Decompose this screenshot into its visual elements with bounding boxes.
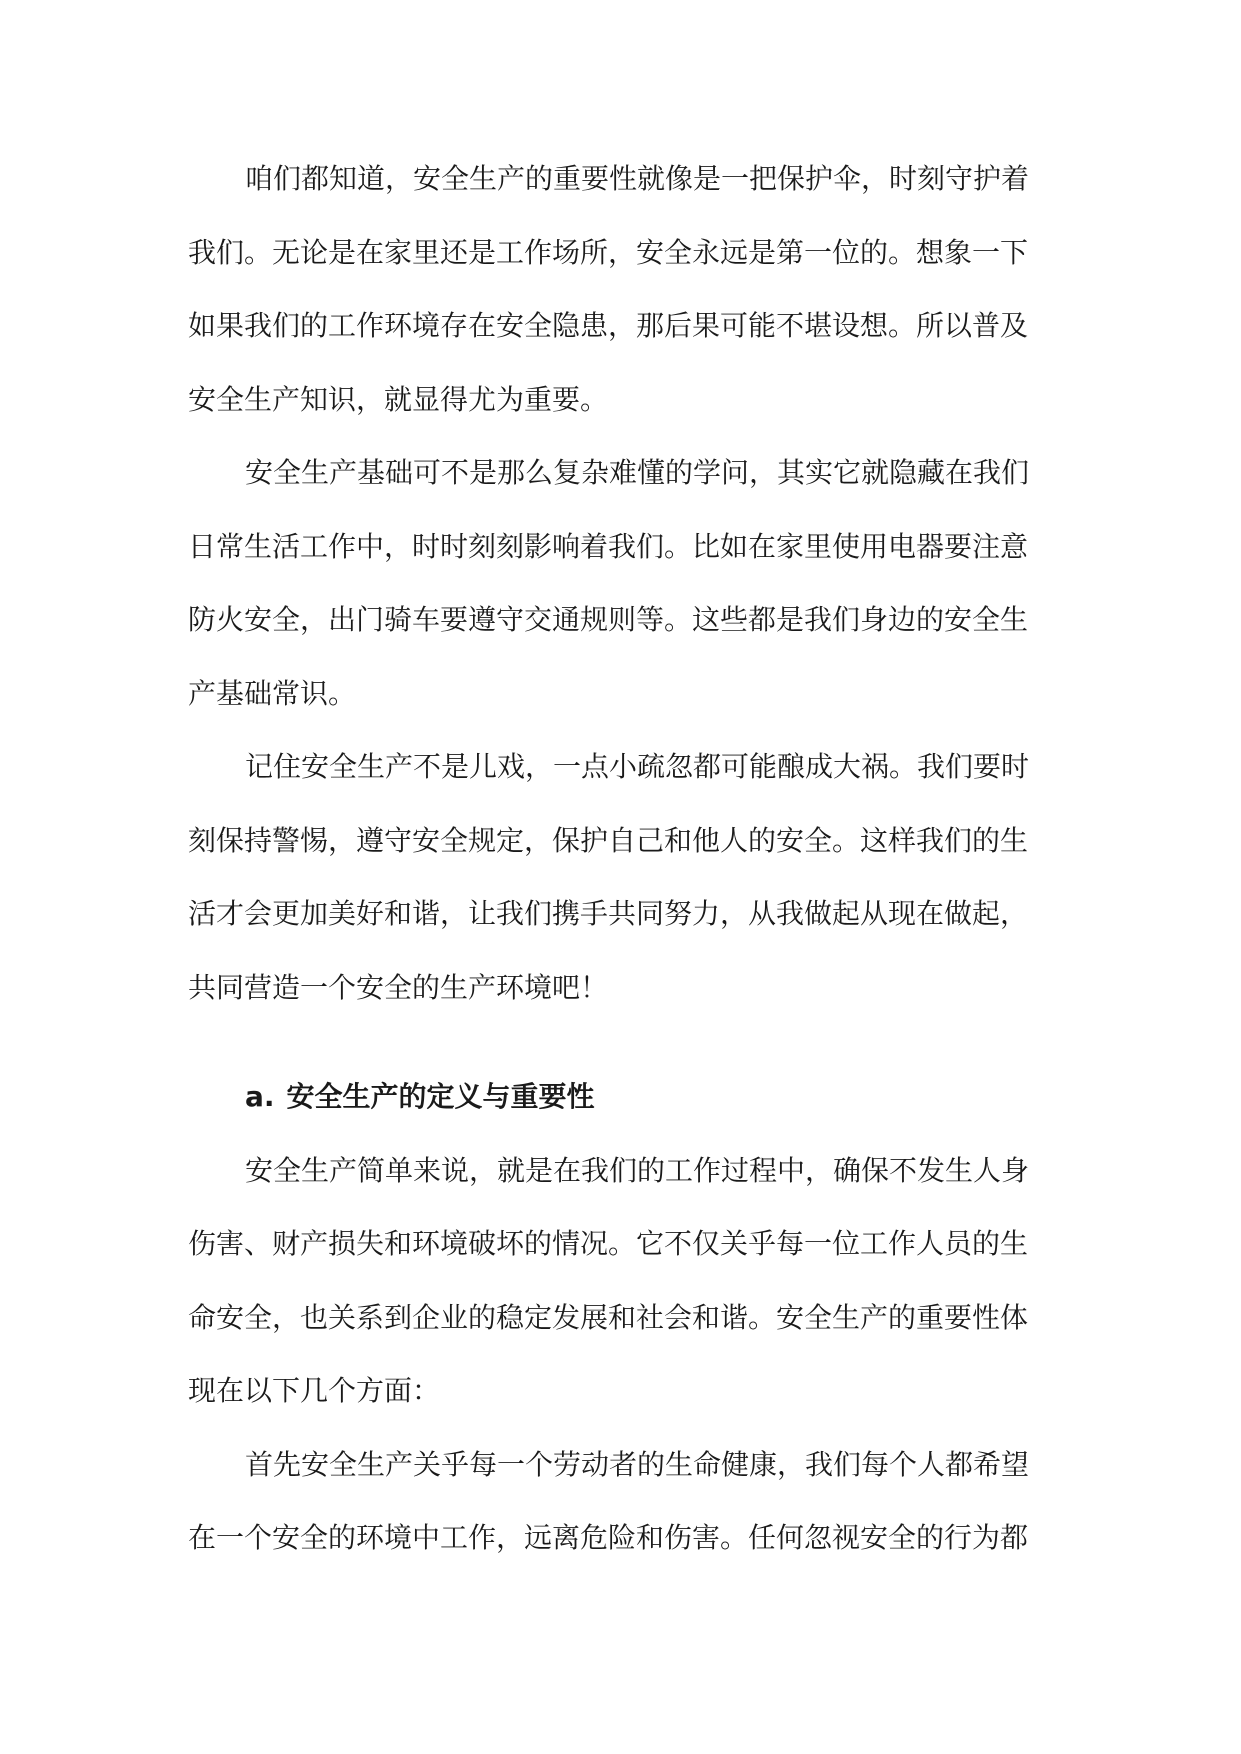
text-line: 记住安全生产不是儿戏，一点小疏忽都可能酿成大祸。我们要时 bbox=[245, 750, 1030, 783]
text-line: 首先安全生产关乎每一个劳动者的生命健康，我们每个人都希望 bbox=[245, 1447, 1030, 1481]
text-line: 伤害、财产损失和环境破坏的情况。它不仅关乎每一位工作人员的生 bbox=[188, 1227, 1029, 1260]
heading-text: 安全生产的定义与重要性 bbox=[286, 1080, 595, 1113]
text-line: 活才会更加美好和谐，让我们携手共同努力，从我做起从现在做起， bbox=[188, 897, 1029, 930]
text-line: 在一个安全的环境中工作，远离危险和伤害。任何忽视安全的行为都 bbox=[188, 1521, 1029, 1554]
text-line: 安全生产简单来说，就是在我们的工作过程中，确保不发生人身 bbox=[245, 1153, 1030, 1187]
paragraph-3 bbox=[188, 730, 1054, 1024]
heading-marker: a. bbox=[245, 1080, 275, 1113]
document-body bbox=[188, 142, 1054, 1575]
text-line: 我们。无论是在家里还是工作场所，安全永远是第一位的。想象一下 bbox=[188, 235, 1029, 269]
text-line: 刻保持警惕，遵守安全规定，保护自己和他人的安全。这样我们的生 bbox=[188, 823, 1029, 857]
text-line: 命安全，也关系到企业的稳定发展和社会和谐。安全生产的重要性体 bbox=[188, 1300, 1029, 1334]
text-line: 现在以下几个方面： bbox=[188, 1374, 441, 1407]
text-line: 如果我们的工作环境存在安全隐患，那后果可能不堪设想。所以普及 bbox=[188, 309, 1029, 342]
text-line: 日常生活工作中，时时刻刻影响着我们。比如在家里使用电器要注意 bbox=[188, 529, 1029, 563]
text-line: 安全生产基础可不是那么复杂难懂的学问，其实它就隐藏在我们 bbox=[245, 456, 1030, 489]
text-line: 咱们都知道，安全生产的重要性就像是一把保护伞，时刻守护着 bbox=[245, 162, 1030, 195]
paragraph-5 bbox=[188, 1428, 1054, 1575]
text-line: 防火安全，出门骑车要遵守交通规则等。这些都是我们身边的安全生 bbox=[188, 603, 1029, 636]
paragraph-1 bbox=[188, 142, 1054, 436]
section-heading bbox=[188, 1060, 1054, 1134]
paragraph-4 bbox=[188, 1134, 1054, 1428]
paragraph-2 bbox=[188, 436, 1054, 730]
text-line: 安全生产知识，就显得尤为重要。 bbox=[188, 382, 609, 416]
text-line: 产基础常识。 bbox=[188, 676, 357, 710]
text-line: 共同营造一个安全的生产环境吧！ bbox=[188, 970, 609, 1004]
